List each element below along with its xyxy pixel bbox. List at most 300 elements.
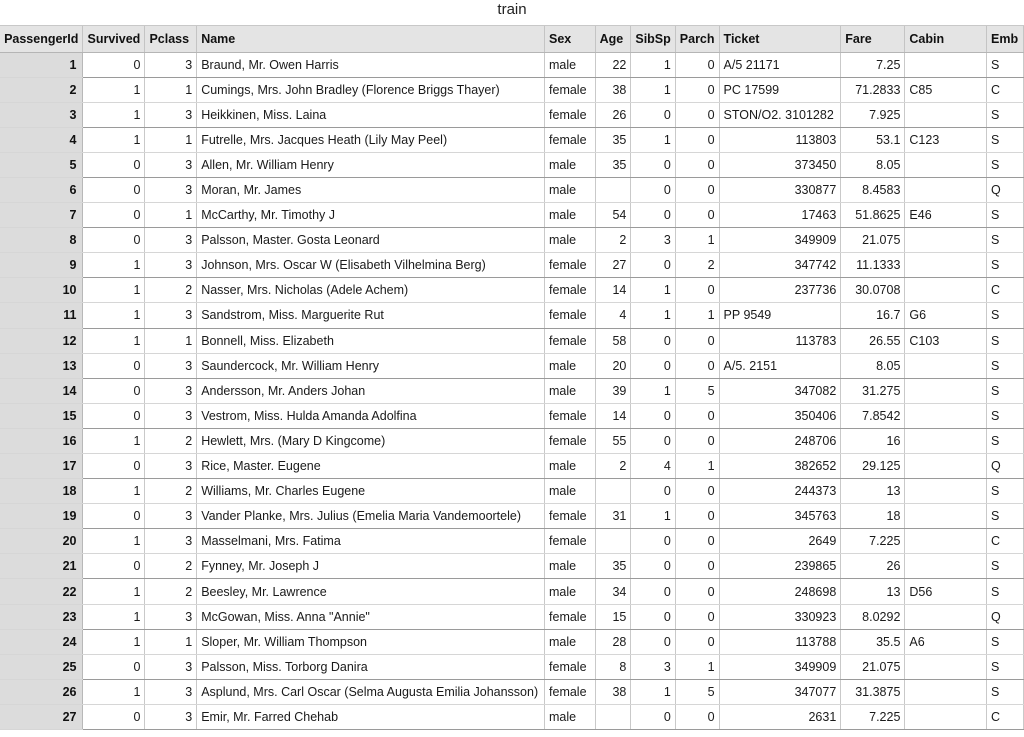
row-header[interactable]: 27 <box>0 704 83 729</box>
table-row[interactable] <box>0 353 1024 378</box>
table-row[interactable] <box>0 52 1024 77</box>
cell-parch[interactable]: 5 <box>675 679 719 704</box>
cell-age[interactable]: 14 <box>595 278 631 303</box>
row-header[interactable]: 22 <box>0 579 83 604</box>
row-header[interactable]: 18 <box>0 479 83 504</box>
cell-sex[interactable]: male <box>545 554 596 579</box>
cell-name[interactable]: Hewlett, Mrs. (Mary D Kingcome) <box>197 428 545 453</box>
cell-ticket[interactable]: 239865 <box>719 554 841 579</box>
table-row[interactable] <box>0 554 1024 579</box>
row-header[interactable]: 24 <box>0 629 83 654</box>
cell-ticket[interactable]: 2649 <box>719 529 841 554</box>
cell-cabin[interactable] <box>905 52 987 77</box>
table-row[interactable] <box>0 704 1024 729</box>
cell-ticket[interactable]: 2631 <box>719 704 841 729</box>
cell-ticket[interactable]: 347742 <box>719 253 841 278</box>
cell-sibsp[interactable]: 1 <box>631 303 675 328</box>
cell-pclass[interactable]: 3 <box>145 353 197 378</box>
cell-cabin[interactable] <box>905 428 987 453</box>
cell-ticket[interactable]: STON/O2. 3101282 <box>719 102 841 127</box>
cell-parch[interactable]: 1 <box>675 454 719 479</box>
table-row[interactable] <box>0 378 1024 403</box>
cell-sibsp[interactable]: 1 <box>631 127 675 152</box>
cell-sex[interactable]: male <box>545 52 596 77</box>
cell-sex[interactable]: male <box>545 454 596 479</box>
cell-cabin[interactable] <box>905 704 987 729</box>
cell-pclass[interactable]: 3 <box>145 152 197 177</box>
cell-name[interactable]: Sandstrom, Miss. Marguerite Rut <box>197 303 545 328</box>
cell-age[interactable]: 14 <box>595 403 631 428</box>
cell-ticket[interactable]: 248698 <box>719 579 841 604</box>
cell-sibsp[interactable]: 0 <box>631 177 675 202</box>
cell-survived[interactable]: 0 <box>83 353 145 378</box>
table-row[interactable] <box>0 679 1024 704</box>
cell-embarked[interactable]: S <box>987 303 1024 328</box>
cell-ticket[interactable]: 330877 <box>719 177 841 202</box>
cell-cabin[interactable]: C103 <box>905 328 987 353</box>
table-row[interactable] <box>0 253 1024 278</box>
row-header[interactable]: 15 <box>0 403 83 428</box>
row-header[interactable]: 10 <box>0 278 83 303</box>
column-header-name[interactable]: Name <box>197 26 545 52</box>
cell-survived[interactable]: 0 <box>83 454 145 479</box>
cell-survived[interactable]: 1 <box>83 328 145 353</box>
cell-sex[interactable]: female <box>545 529 596 554</box>
cell-ticket[interactable]: 350406 <box>719 403 841 428</box>
cell-embarked[interactable]: S <box>987 654 1024 679</box>
cell-sibsp[interactable]: 1 <box>631 278 675 303</box>
cell-survived[interactable]: 0 <box>83 203 145 228</box>
cell-age[interactable]: 35 <box>595 127 631 152</box>
cell-cabin[interactable] <box>905 679 987 704</box>
cell-embarked[interactable]: C <box>987 278 1024 303</box>
cell-name[interactable]: McGowan, Miss. Anna "Annie" <box>197 604 545 629</box>
cell-pclass[interactable]: 3 <box>145 378 197 403</box>
cell-ticket[interactable]: 349909 <box>719 228 841 253</box>
cell-sibsp[interactable]: 0 <box>631 529 675 554</box>
cell-name[interactable]: Nasser, Mrs. Nicholas (Adele Achem) <box>197 278 545 303</box>
cell-sex[interactable]: male <box>545 228 596 253</box>
cell-fare[interactable]: 7.225 <box>841 529 905 554</box>
cell-cabin[interactable] <box>905 378 987 403</box>
cell-fare[interactable]: 8.4583 <box>841 177 905 202</box>
cell-sibsp[interactable]: 0 <box>631 102 675 127</box>
cell-fare[interactable]: 31.275 <box>841 378 905 403</box>
cell-cabin[interactable]: D56 <box>905 579 987 604</box>
cell-fare[interactable]: 13 <box>841 479 905 504</box>
cell-sibsp[interactable]: 0 <box>631 203 675 228</box>
cell-embarked[interactable]: C <box>987 704 1024 729</box>
cell-name[interactable]: Bonnell, Miss. Elizabeth <box>197 328 545 353</box>
cell-sex[interactable]: female <box>545 77 596 102</box>
cell-sex[interactable]: male <box>545 629 596 654</box>
cell-fare[interactable]: 21.075 <box>841 228 905 253</box>
cell-name[interactable]: Sloper, Mr. William Thompson <box>197 629 545 654</box>
cell-cabin[interactable] <box>905 554 987 579</box>
cell-fare[interactable]: 13 <box>841 579 905 604</box>
cell-fare[interactable]: 51.8625 <box>841 203 905 228</box>
cell-cabin[interactable] <box>905 102 987 127</box>
cell-fare[interactable]: 53.1 <box>841 127 905 152</box>
cell-sibsp[interactable]: 0 <box>631 554 675 579</box>
cell-embarked[interactable]: S <box>987 554 1024 579</box>
cell-sex[interactable]: male <box>545 177 596 202</box>
cell-fare[interactable]: 21.075 <box>841 654 905 679</box>
table-row[interactable] <box>0 278 1024 303</box>
cell-cabin[interactable] <box>905 479 987 504</box>
cell-parch[interactable]: 0 <box>675 504 719 529</box>
cell-pclass[interactable]: 1 <box>145 77 197 102</box>
cell-name[interactable]: Fynney, Mr. Joseph J <box>197 554 545 579</box>
cell-pclass[interactable]: 3 <box>145 52 197 77</box>
cell-age[interactable]: 39 <box>595 378 631 403</box>
cell-parch[interactable]: 0 <box>675 203 719 228</box>
table-row[interactable] <box>0 428 1024 453</box>
cell-sibsp[interactable]: 4 <box>631 454 675 479</box>
cell-ticket[interactable]: 17463 <box>719 203 841 228</box>
cell-pclass[interactable]: 3 <box>145 454 197 479</box>
cell-pclass[interactable]: 2 <box>145 554 197 579</box>
column-header-sibsp[interactable]: SibSp <box>631 26 675 52</box>
column-header-fare[interactable]: Fare <box>841 26 905 52</box>
cell-sex[interactable]: female <box>545 604 596 629</box>
cell-sibsp[interactable]: 0 <box>631 428 675 453</box>
cell-embarked[interactable]: S <box>987 253 1024 278</box>
cell-embarked[interactable]: Q <box>987 177 1024 202</box>
cell-pclass[interactable]: 3 <box>145 529 197 554</box>
row-header[interactable]: 23 <box>0 604 83 629</box>
cell-sex[interactable]: female <box>545 403 596 428</box>
cell-parch[interactable]: 0 <box>675 604 719 629</box>
cell-name[interactable]: Palsson, Master. Gosta Leonard <box>197 228 545 253</box>
column-header-survived[interactable]: Survived <box>83 26 145 52</box>
column-header-cabin[interactable]: Cabin <box>905 26 987 52</box>
cell-survived[interactable]: 1 <box>83 629 145 654</box>
table-row[interactable] <box>0 328 1024 353</box>
cell-embarked[interactable]: Q <box>987 454 1024 479</box>
cell-survived[interactable]: 0 <box>83 378 145 403</box>
cell-pclass[interactable]: 3 <box>145 228 197 253</box>
cell-embarked[interactable]: S <box>987 102 1024 127</box>
cell-sex[interactable]: female <box>545 102 596 127</box>
cell-parch[interactable]: 0 <box>675 529 719 554</box>
cell-sibsp[interactable]: 1 <box>631 77 675 102</box>
cell-name[interactable]: Braund, Mr. Owen Harris <box>197 52 545 77</box>
cell-ticket[interactable]: A/5. 2151 <box>719 353 841 378</box>
cell-pclass[interactable]: 1 <box>145 203 197 228</box>
row-header[interactable]: 21 <box>0 554 83 579</box>
cell-parch[interactable]: 1 <box>675 303 719 328</box>
cell-ticket[interactable]: 113783 <box>719 328 841 353</box>
cell-survived[interactable]: 1 <box>83 428 145 453</box>
cell-sibsp[interactable]: 0 <box>631 479 675 504</box>
cell-cabin[interactable] <box>905 353 987 378</box>
cell-pclass[interactable]: 3 <box>145 303 197 328</box>
cell-pclass[interactable]: 3 <box>145 604 197 629</box>
cell-ticket[interactable]: 330923 <box>719 604 841 629</box>
cell-age[interactable] <box>595 704 631 729</box>
cell-fare[interactable]: 8.0292 <box>841 604 905 629</box>
cell-ticket[interactable]: 347077 <box>719 679 841 704</box>
cell-embarked[interactable]: S <box>987 479 1024 504</box>
cell-age[interactable]: 35 <box>595 554 631 579</box>
spreadsheet[interactable] <box>0 26 1024 730</box>
table-row[interactable] <box>0 228 1024 253</box>
cell-age[interactable]: 2 <box>595 228 631 253</box>
cell-parch[interactable]: 0 <box>675 428 719 453</box>
column-header-embarked[interactable]: Emb <box>987 26 1024 52</box>
cell-pclass[interactable]: 3 <box>145 102 197 127</box>
table-row[interactable] <box>0 177 1024 202</box>
cell-age[interactable] <box>595 177 631 202</box>
cell-parch[interactable]: 5 <box>675 378 719 403</box>
cell-name[interactable]: Palsson, Miss. Torborg Danira <box>197 654 545 679</box>
row-header[interactable]: 11 <box>0 303 83 328</box>
cell-survived[interactable]: 1 <box>83 479 145 504</box>
cell-survived[interactable]: 1 <box>83 579 145 604</box>
cell-parch[interactable]: 0 <box>675 554 719 579</box>
cell-ticket[interactable]: 248706 <box>719 428 841 453</box>
row-header[interactable]: 26 <box>0 679 83 704</box>
cell-survived[interactable]: 0 <box>83 504 145 529</box>
cell-age[interactable]: 58 <box>595 328 631 353</box>
column-header-parch[interactable]: Parch <box>675 26 719 52</box>
cell-age[interactable]: 27 <box>595 253 631 278</box>
cell-embarked[interactable]: S <box>987 353 1024 378</box>
column-header-age[interactable]: Age <box>595 26 631 52</box>
cell-embarked[interactable]: S <box>987 52 1024 77</box>
cell-parch[interactable]: 0 <box>675 353 719 378</box>
cell-cabin[interactable] <box>905 177 987 202</box>
cell-cabin[interactable] <box>905 278 987 303</box>
cell-ticket[interactable]: 113803 <box>719 127 841 152</box>
cell-sex[interactable]: female <box>545 428 596 453</box>
cell-age[interactable]: 15 <box>595 604 631 629</box>
cell-pclass[interactable]: 1 <box>145 328 197 353</box>
cell-fare[interactable]: 31.3875 <box>841 679 905 704</box>
cell-parch[interactable]: 0 <box>675 278 719 303</box>
cell-pclass[interactable]: 2 <box>145 278 197 303</box>
cell-embarked[interactable]: S <box>987 428 1024 453</box>
cell-age[interactable] <box>595 529 631 554</box>
cell-cabin[interactable] <box>905 228 987 253</box>
cell-fare[interactable]: 7.25 <box>841 52 905 77</box>
cell-pclass[interactable]: 3 <box>145 504 197 529</box>
cell-parch[interactable]: 0 <box>675 704 719 729</box>
cell-sibsp[interactable]: 3 <box>631 228 675 253</box>
cell-sex[interactable]: female <box>545 253 596 278</box>
cell-name[interactable]: Asplund, Mrs. Carl Oscar (Selma Augusta Emilia Johansson) <box>197 679 545 704</box>
cell-age[interactable]: 28 <box>595 629 631 654</box>
cell-cabin[interactable] <box>905 152 987 177</box>
cell-embarked[interactable]: S <box>987 203 1024 228</box>
cell-survived[interactable]: 1 <box>83 127 145 152</box>
row-header[interactable]: 20 <box>0 529 83 554</box>
table-row[interactable] <box>0 529 1024 554</box>
cell-ticket[interactable]: A/5 21171 <box>719 52 841 77</box>
cell-survived[interactable]: 0 <box>83 554 145 579</box>
row-header[interactable]: 5 <box>0 152 83 177</box>
table-row[interactable] <box>0 77 1024 102</box>
cell-age[interactable]: 54 <box>595 203 631 228</box>
row-header[interactable]: 1 <box>0 52 83 77</box>
cell-fare[interactable]: 7.225 <box>841 704 905 729</box>
cell-embarked[interactable]: S <box>987 629 1024 654</box>
cell-ticket[interactable]: 373450 <box>719 152 841 177</box>
cell-age[interactable]: 38 <box>595 679 631 704</box>
cell-cabin[interactable] <box>905 604 987 629</box>
cell-survived[interactable]: 1 <box>83 77 145 102</box>
cell-parch[interactable]: 1 <box>675 654 719 679</box>
cell-fare[interactable]: 11.1333 <box>841 253 905 278</box>
row-header[interactable]: 6 <box>0 177 83 202</box>
cell-sibsp[interactable]: 0 <box>631 152 675 177</box>
cell-pclass[interactable]: 1 <box>145 127 197 152</box>
cell-name[interactable]: Vander Planke, Mrs. Julius (Emelia Maria Vandemoortele) <box>197 504 545 529</box>
cell-age[interactable]: 34 <box>595 579 631 604</box>
cell-sex[interactable]: male <box>545 479 596 504</box>
table-row[interactable] <box>0 604 1024 629</box>
row-header[interactable]: 9 <box>0 253 83 278</box>
cell-sex[interactable]: female <box>545 504 596 529</box>
cell-fare[interactable]: 8.05 <box>841 152 905 177</box>
cell-parch[interactable]: 0 <box>675 52 719 77</box>
cell-parch[interactable]: 0 <box>675 152 719 177</box>
cell-sex[interactable]: male <box>545 353 596 378</box>
cell-sex[interactable]: female <box>545 654 596 679</box>
cell-parch[interactable]: 0 <box>675 77 719 102</box>
cell-fare[interactable]: 7.8542 <box>841 403 905 428</box>
cell-cabin[interactable] <box>905 529 987 554</box>
table-row[interactable] <box>0 303 1024 328</box>
cell-age[interactable]: 22 <box>595 52 631 77</box>
cell-cabin[interactable]: A6 <box>905 629 987 654</box>
cell-name[interactable]: Moran, Mr. James <box>197 177 545 202</box>
cell-age[interactable]: 2 <box>595 454 631 479</box>
cell-survived[interactable]: 0 <box>83 654 145 679</box>
cell-cabin[interactable] <box>905 454 987 479</box>
cell-parch[interactable]: 0 <box>675 579 719 604</box>
table-row[interactable] <box>0 152 1024 177</box>
table-row[interactable] <box>0 203 1024 228</box>
cell-cabin[interactable]: E46 <box>905 203 987 228</box>
table-row[interactable] <box>0 504 1024 529</box>
cell-ticket[interactable]: 347082 <box>719 378 841 403</box>
cell-name[interactable]: Futrelle, Mrs. Jacques Heath (Lily May Peel) <box>197 127 545 152</box>
cell-fare[interactable]: 35.5 <box>841 629 905 654</box>
row-header[interactable]: 25 <box>0 654 83 679</box>
cell-age[interactable]: 31 <box>595 504 631 529</box>
cell-sibsp[interactable]: 1 <box>631 679 675 704</box>
cell-fare[interactable]: 30.0708 <box>841 278 905 303</box>
cell-sex[interactable]: female <box>545 679 596 704</box>
cell-age[interactable]: 20 <box>595 353 631 378</box>
row-header[interactable]: 14 <box>0 378 83 403</box>
cell-cabin[interactable]: G6 <box>905 303 987 328</box>
cell-survived[interactable]: 0 <box>83 52 145 77</box>
cell-name[interactable]: Vestrom, Miss. Hulda Amanda Adolfina <box>197 403 545 428</box>
cell-fare[interactable]: 26 <box>841 554 905 579</box>
cell-name[interactable]: Allen, Mr. William Henry <box>197 152 545 177</box>
cell-pclass[interactable]: 2 <box>145 479 197 504</box>
cell-name[interactable]: Beesley, Mr. Lawrence <box>197 579 545 604</box>
cell-survived[interactable]: 1 <box>83 278 145 303</box>
cell-sex[interactable]: female <box>545 328 596 353</box>
cell-parch[interactable]: 0 <box>675 629 719 654</box>
cell-embarked[interactable]: S <box>987 127 1024 152</box>
cell-ticket[interactable]: 244373 <box>719 479 841 504</box>
row-header[interactable]: 8 <box>0 228 83 253</box>
table-row[interactable] <box>0 579 1024 604</box>
table-row[interactable] <box>0 403 1024 428</box>
cell-sex[interactable]: female <box>545 127 596 152</box>
cell-fare[interactable]: 18 <box>841 504 905 529</box>
row-header[interactable]: 2 <box>0 77 83 102</box>
cell-survived[interactable]: 0 <box>83 152 145 177</box>
cell-embarked[interactable]: S <box>987 504 1024 529</box>
cell-fare[interactable]: 8.05 <box>841 353 905 378</box>
cell-parch[interactable]: 0 <box>675 127 719 152</box>
column-header-ticket[interactable]: Ticket <box>719 26 841 52</box>
table-row[interactable] <box>0 102 1024 127</box>
cell-name[interactable]: Cumings, Mrs. John Bradley (Florence Briggs Thayer) <box>197 77 545 102</box>
cell-fare[interactable]: 29.125 <box>841 454 905 479</box>
cell-sex[interactable]: male <box>545 704 596 729</box>
cell-fare[interactable]: 7.925 <box>841 102 905 127</box>
cell-age[interactable]: 4 <box>595 303 631 328</box>
cell-pclass[interactable]: 3 <box>145 654 197 679</box>
cell-survived[interactable]: 0 <box>83 228 145 253</box>
row-header[interactable]: 3 <box>0 102 83 127</box>
cell-embarked[interactable]: C <box>987 77 1024 102</box>
cell-embarked[interactable]: S <box>987 228 1024 253</box>
cell-embarked[interactable]: S <box>987 403 1024 428</box>
cell-ticket[interactable]: 237736 <box>719 278 841 303</box>
cell-sibsp[interactable]: 3 <box>631 654 675 679</box>
cell-cabin[interactable]: C123 <box>905 127 987 152</box>
cell-cabin[interactable] <box>905 253 987 278</box>
cell-cabin[interactable] <box>905 504 987 529</box>
row-header[interactable]: 13 <box>0 353 83 378</box>
cell-name[interactable]: Saundercock, Mr. William Henry <box>197 353 545 378</box>
cell-embarked[interactable]: Q <box>987 604 1024 629</box>
cell-survived[interactable]: 0 <box>83 177 145 202</box>
cell-fare[interactable]: 71.2833 <box>841 77 905 102</box>
cell-fare[interactable]: 16 <box>841 428 905 453</box>
cell-sibsp[interactable]: 0 <box>631 629 675 654</box>
cell-sex[interactable]: male <box>545 203 596 228</box>
cell-sibsp[interactable]: 1 <box>631 378 675 403</box>
cell-age[interactable]: 35 <box>595 152 631 177</box>
cell-pclass[interactable]: 1 <box>145 629 197 654</box>
cell-age[interactable]: 26 <box>595 102 631 127</box>
cell-survived[interactable]: 1 <box>83 102 145 127</box>
cell-sibsp[interactable]: 1 <box>631 504 675 529</box>
cell-cabin[interactable] <box>905 654 987 679</box>
cell-pclass[interactable]: 2 <box>145 579 197 604</box>
cell-age[interactable] <box>595 479 631 504</box>
cell-sibsp[interactable]: 0 <box>631 579 675 604</box>
cell-survived[interactable]: 0 <box>83 704 145 729</box>
cell-sex[interactable]: male <box>545 152 596 177</box>
cell-survived[interactable]: 1 <box>83 253 145 278</box>
cell-ticket[interactable]: PP 9549 <box>719 303 841 328</box>
cell-sibsp[interactable]: 0 <box>631 403 675 428</box>
cell-sibsp[interactable]: 0 <box>631 353 675 378</box>
cell-pclass[interactable]: 3 <box>145 679 197 704</box>
cell-name[interactable]: McCarthy, Mr. Timothy J <box>197 203 545 228</box>
cell-fare[interactable]: 16.7 <box>841 303 905 328</box>
